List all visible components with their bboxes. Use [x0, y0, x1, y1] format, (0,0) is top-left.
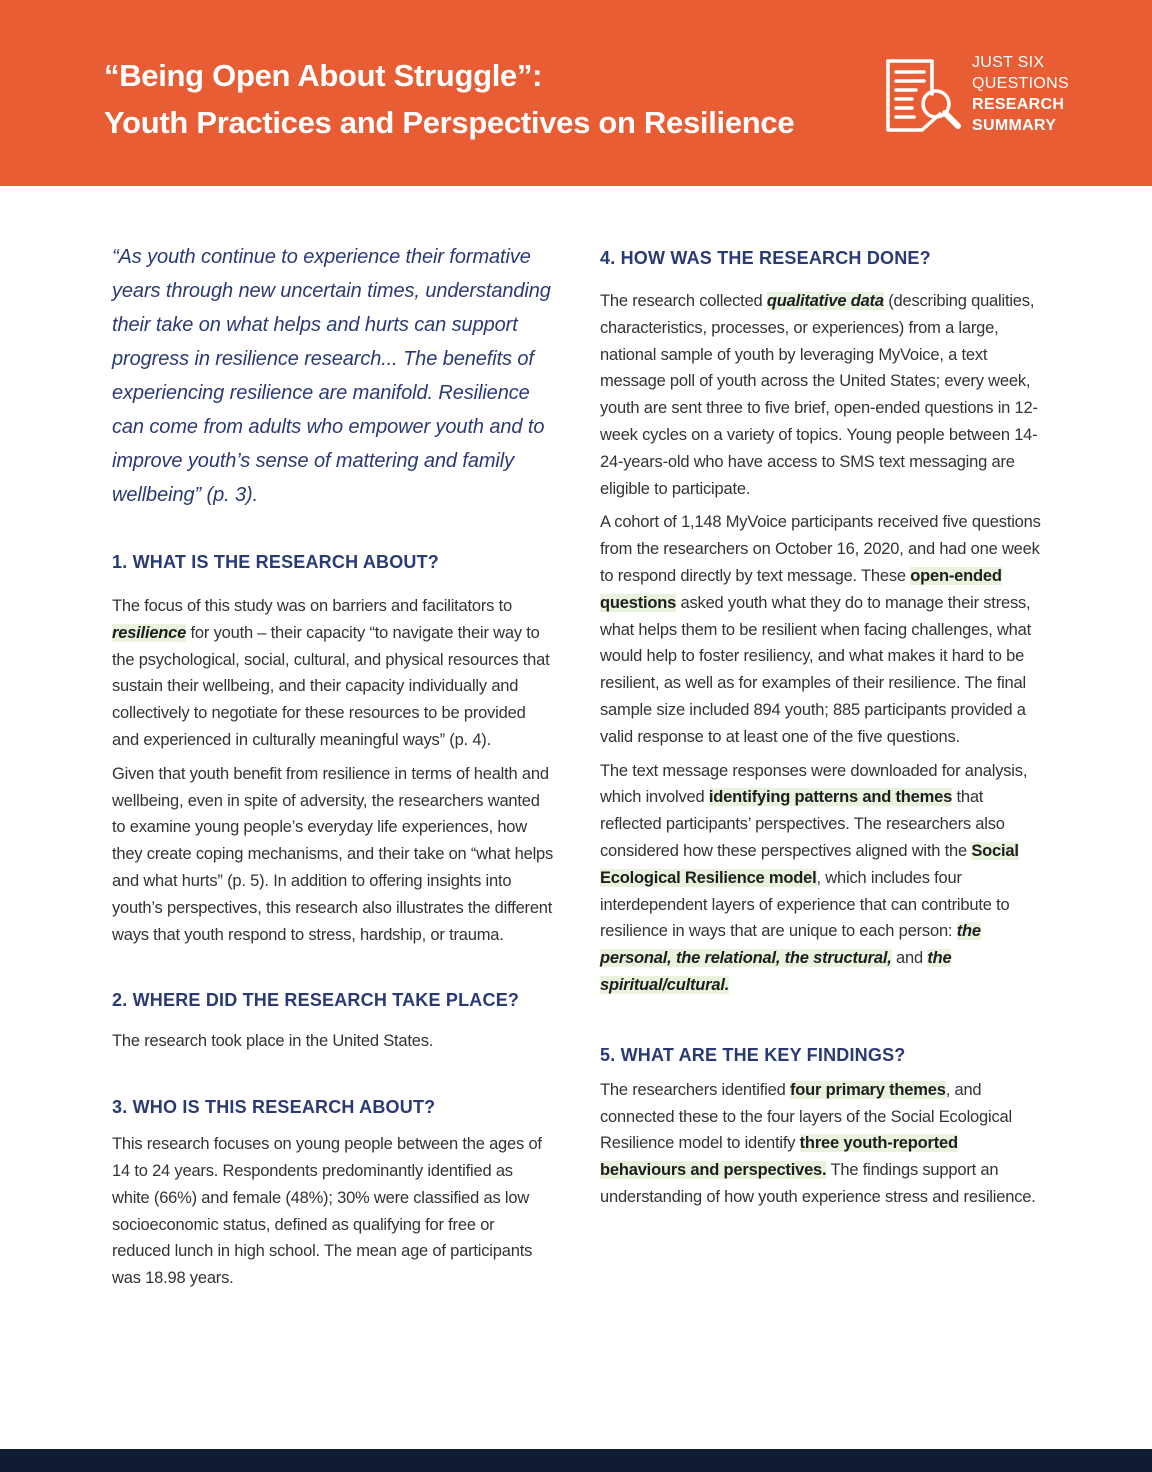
text-run: The research collected [600, 292, 767, 310]
section-1-paragraph-2: Given that youth benefit from resilience in terms of health and wellbeing, even in spite of adversity, the researchers wanted to examine young people’s everyday life experiences, how they create coping mechanisms, and their take on “what helps and what hurts” (p. 5). In addition to offering insights into youth’s perspectives, this research also illustrates the different ways that youth respond to stress, hardship, or trauma. [112, 764, 554, 944]
text-run: (describing qualities, characteristics, processes, or experiences) from a large, national sample of youth by leveraging MyVoice, a text message poll of youth across the United States; every week, youth are sent three to five brief, open-ended questions in 12-week cycles on a variety of topics. Young people between 14-24-years-old who have access to SMS text messaging are eligible to participate. [600, 292, 1038, 498]
text-run: The researchers identified [600, 1080, 790, 1099]
text-run: The focus of this study was on barriers and facilitators to [112, 597, 512, 615]
series-line-2: QUESTIONS [972, 75, 1069, 92]
section-4-paragraph-2 [600, 509, 1046, 750]
section-5-paragraph-1 [600, 1077, 1046, 1211]
text-run: The text message responses were downloaded for analysis, which involved [600, 761, 1028, 807]
right-column [600, 246, 1046, 1211]
term-open-ended-questions: open-ended questions [600, 566, 1002, 612]
text-run: for youth – their capacity “to navigate their way to the psychological, social, cultural, and physical resources that sustain their wellbeing, and their capacity individually and collectively to negotiate for these resources to be provided and experienced in culturally meaningful ways” (p. 4). [112, 623, 550, 749]
term-four-themes: four primary themes [789, 1080, 946, 1099]
section-4-heading: 4. HOW WAS THE RESEARCH DONE? [600, 248, 931, 268]
term-resilience: resilience [112, 623, 187, 642]
series-label [972, 52, 1069, 136]
text-run: asked youth what they do to manage their stress, what helps them to be resilient when facing challenges, what would help to foster resiliency, and what makes it hard to be resilient, as well as for examples of their resilience. The final sample size included 894 youth; 885 participants provided a valid response to at least one of the five questions. [600, 593, 1032, 746]
text-run: A cohort of 1,148 MyVoice participants received five questions from the researchers on October 16, 2020, and had one week to respond directly by text message. These [600, 513, 1041, 585]
pull-quote: “As youth continue to experience their formative years through new uncertain times, understanding their take on what helps and hurts can support progress in resilience research... The benefits of experiencing resilience are manifold. Resilience can come from adults who empower youth and to improve youth’s sense of mattering and family wellbeing” (p. 3). [112, 246, 551, 506]
section-5-heading: 5. WHAT ARE THE KEY FINDINGS? [600, 1044, 906, 1065]
term-resilience-model: Social Ecological Resilience model [600, 841, 1019, 887]
text-run: , which includes four interdependent layers of experience that can contribute to resilience in ways that are unique to each person: [600, 868, 1010, 941]
title-line-2: Youth Practices and Perspectives on Resilience [104, 105, 795, 140]
section-2-paragraph-1: The research took place in the United States. [112, 1032, 434, 1051]
document-magnifier-icon [884, 58, 964, 134]
series-line-1: JUST SIX [972, 54, 1045, 71]
section-2-heading: 2. WHERE DID THE RESEARCH TAKE PLACE? [112, 990, 520, 1011]
text-run: that reflected participants’ perspectives. The researchers also considered how these perspectives aligned with the [600, 788, 1005, 860]
section-4-paragraph-3 [600, 758, 1046, 999]
footer-bar [0, 1449, 1152, 1472]
term-three-behaviours: three youth-reported behaviours and perspectives. [600, 1134, 958, 1180]
text-run: and [891, 949, 928, 968]
term-layers: the personal, the relational, the structural, [600, 922, 981, 968]
section-3-paragraph-1: This research focuses on young people between the ages of 14 to 24 years. Respondents predominantly identified as white (66%) and female (48%); 30% were classified as low socioeconomic status, defined as qualifying for free or reduced lunch in high school. The mean age of participants was 18.98 years. [112, 1135, 542, 1288]
page-title [104, 52, 794, 146]
section-3-heading: 3. WHO IS THIS RESEARCH ABOUT? [112, 1097, 436, 1118]
title-line-1: “Being Open About Struggle”: [104, 58, 543, 93]
term-spiritual-cultural: the spiritual/cultural. [600, 949, 952, 994]
series-line-4: SUMMARY [972, 117, 1057, 134]
series-line-3: RESEARCH [972, 96, 1065, 113]
section-1-paragraph-1 [112, 593, 554, 754]
text-run: The findings support an understanding of how youth experience stress and resilience. [600, 1161, 1036, 1206]
term-patterns-themes: identifying patterns and themes [708, 788, 953, 807]
term-qualitative-data: qualitative data [766, 292, 884, 310]
text-run: , and connected these to the four layers of the Social Ecological Resilience model to identify [600, 1080, 1012, 1153]
section-1-heading: 1. WHAT IS THE RESEARCH ABOUT? [112, 552, 440, 572]
header-banner [0, 0, 1152, 186]
left-column [112, 240, 554, 1292]
section-4-paragraph-1 [600, 288, 1046, 502]
